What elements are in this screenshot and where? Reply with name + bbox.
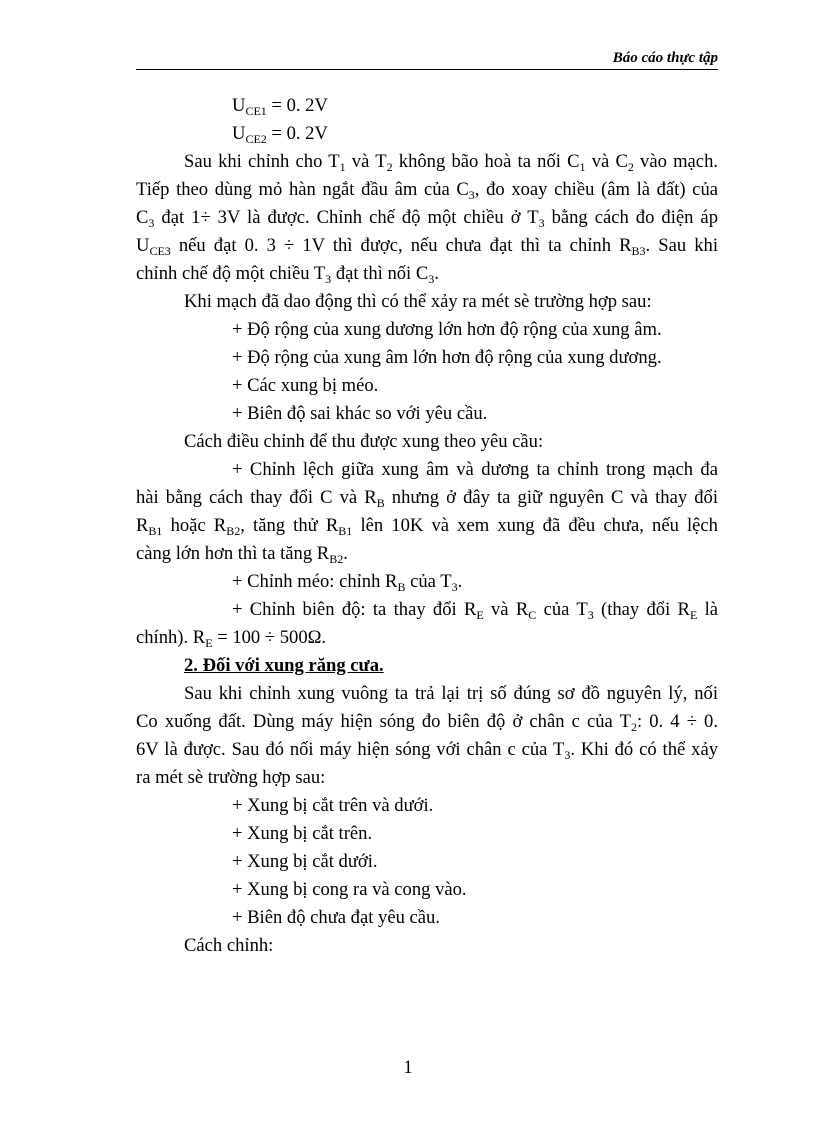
paragraph-line: Tiếp theo dùng mỏ hàn ngắt đầu âm của $C_3$, đo xoay chiều (âm là đất) của bbox=[136, 179, 718, 202]
paragraph-line: ra mét sè trường hợp sau: bbox=[136, 767, 326, 788]
list-item: + Biên độ chưa đạt yêu cầu. bbox=[232, 907, 440, 928]
paragraph-line: 6V là được. Sau đó nối máy hiện sóng với chân c của $T_3$. Khi đó có thể xảy bbox=[136, 739, 718, 762]
formula-uce2: $U_{CE2} = 0$. 2V bbox=[232, 123, 328, 146]
paragraph-line: Co xuống đất. Dùng máy hiện sóng đo biên độ ở chân c của $T_2$: 0. 4 ÷ 0. bbox=[136, 711, 719, 734]
list-item: + Xung bị cắt trên và dưới. bbox=[232, 795, 434, 816]
page-number: 1 bbox=[403, 1057, 413, 1078]
header-rule bbox=[136, 69, 718, 70]
paragraph-line: $R_{B1}$ hoặc $R_{B2}$, tăng thử $R_{B1}$ lên 10K và xem xung đã đều chưa, nếu lệch bbox=[136, 515, 718, 538]
list-item: + Độ rộng của xung dương lớn hơn độ rộng của xung âm. bbox=[232, 319, 662, 340]
paragraph-line: chính). $R_E = 100 \div 500\Omega$. bbox=[136, 627, 327, 650]
list-item: + Chỉnh méo: chỉnh $R_B$ của $T_3$. bbox=[232, 571, 463, 594]
paragraph-line: Sau khi chỉnh xung vuông ta trả lại trị số đúng sơ đồ nguyên lý, nối bbox=[184, 683, 718, 704]
paragraph-line: Cách điều chỉnh để thu được xung theo yêu cầu: bbox=[184, 431, 544, 452]
paragraph-line: chỉnh chế độ một chiều $T_3$ đạt thì nối $C_3$. bbox=[136, 263, 439, 286]
list-item: + Xung bị cong ra và cong vào. bbox=[232, 879, 467, 900]
paragraph-line: Khi mạch đã dao động thì có thể xảy ra mét sè trường hợp sau: bbox=[184, 291, 652, 312]
list-item: + Xung bị cắt trên. bbox=[232, 823, 373, 844]
list-item: + Biên độ sai khác so với yêu cầu. bbox=[232, 403, 488, 424]
running-header: Báo cáo thực tập bbox=[612, 50, 718, 66]
page-body bbox=[136, 92, 718, 960]
paragraph-line: Sau khi chỉnh cho $T_1$ và $T_2$ không bão hoà ta nối $C_1$ và $C_2$ vào mạch. bbox=[184, 151, 719, 174]
list-item: + Độ rộng của xung âm lớn hơn độ rộng của xung dương. bbox=[232, 347, 662, 368]
list-item: + Chỉnh lệch giữa xung âm và dương ta chỉnh trong mạch đa bbox=[232, 459, 718, 480]
paragraph-line: Cách chỉnh: bbox=[184, 935, 274, 956]
paragraph-line: hài bằng cách thay đổi C và $R_B$ nhưng ở đây ta giữ nguyên C và thay đổi bbox=[136, 487, 718, 510]
formula-uce1: $U_{CE1} = 0$. 2V bbox=[232, 95, 328, 118]
list-item: + Chỉnh biên độ: ta thay đổi $R_E$ và $R_C$ của $T_3$ (thay đổi $R_E$ là bbox=[232, 599, 719, 622]
paragraph-line: càng lớn hơn thì ta tăng $R_{B2}$. bbox=[136, 543, 348, 566]
paragraph-line: $C_3$ đạt 1÷ 3V là được. Chỉnh chế độ một chiều ở $T_3$ bằng cách đo điện áp bbox=[136, 207, 718, 230]
list-item: + Các xung bị méo. bbox=[232, 375, 379, 396]
paragraph-line: $U_{CE3}$ nếu đạt 0. 3 ÷ 1V thì được, nếu chưa đạt thì ta chỉnh $R_{B3}$. Sau khi bbox=[136, 235, 718, 258]
list-item: + Xung bị cắt dưới. bbox=[232, 851, 378, 872]
section-heading: 2. Đối với xung răng cưa. bbox=[184, 655, 384, 676]
